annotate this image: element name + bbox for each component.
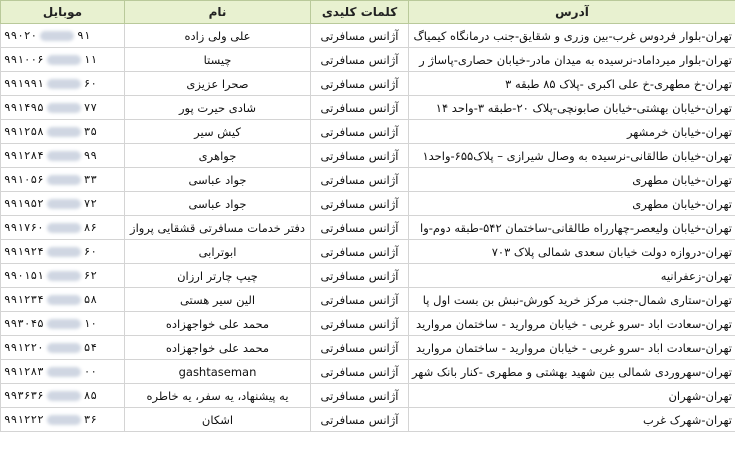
mobile-cell [1,192,125,216]
redaction-blur [40,31,74,41]
table-row[interactable] [1,96,735,120]
mobile-end: ۵۸ [83,293,97,306]
name-cell: جواهری [125,144,311,168]
name-cell: الین سیر هستی [125,288,311,312]
address-cell: تهران-خیابان مطهری [409,192,735,216]
mobile-cell [1,336,125,360]
name-cell: gashtaseman [125,360,311,384]
mobile-end: ۷۷ [83,101,97,114]
address-cell: تهران-بلوار میرداماد-نرسیده به میدان مادر-خیابان حصاری-پاساژ ر [409,48,735,72]
mobile-start: ۹۹۱۷۶۰ [4,221,44,234]
mobile-end: ۳۵ [83,125,97,138]
mobile-start: ۹۹۱۹۲۴ [4,245,44,258]
table-row[interactable] [1,288,735,312]
mobile-cell [1,24,125,48]
mobile-start: ۹۹۱۴۹۵ [4,101,44,114]
redaction-blur [47,175,81,185]
table-row[interactable] [1,240,735,264]
redaction-blur [47,271,81,281]
mobile-end: ۹۹ [83,149,97,162]
keywords-cell: آژانس مسافرتی [311,264,409,288]
name-cell: یه پیشنهاد، یه سفر، یه خاطره [125,384,311,408]
header-name[interactable]: نام [125,1,311,24]
mobile-end: ۳۳ [83,173,97,186]
redaction-blur [47,415,81,425]
table-row[interactable] [1,192,735,216]
mobile-start: ۹۹۰۲۰ [4,29,38,42]
mobile-end: ۵۴ [83,341,97,354]
keywords-cell: آژانس مسافرتی [311,144,409,168]
mobile-start: ۹۹۱۹۵۲ [4,197,44,210]
header-address[interactable]: آدرس [409,1,735,24]
keywords-cell: آژانس مسافرتی [311,360,409,384]
address-cell: تهران-ستاری شمال-جنب مرکز خرید کورش-نبش بن بست اول پا [409,288,735,312]
table-row[interactable] [1,264,735,288]
keywords-cell: آژانس مسافرتی [311,192,409,216]
mobile-cell [1,216,125,240]
mobile-end: ۷۲ [83,197,97,210]
table-row[interactable] [1,168,735,192]
name-cell: محمد علی خواجهزاده [125,312,311,336]
mobile-end: ۰۰ [83,365,97,378]
table-row[interactable] [1,312,735,336]
redaction-blur [47,319,81,329]
mobile-start: ۹۹۱۲۲۲ [4,413,44,426]
address-cell: تهران-خیابان مطهری [409,168,735,192]
name-cell: ابوترابی [125,240,311,264]
table-row[interactable] [1,24,735,48]
table-row[interactable] [1,72,735,96]
mobile-end: ۶۰ [83,245,97,258]
mobile-cell [1,264,125,288]
address-cell: تهران-خیابان ولیعصر-چهارراه طالقانی-ساختمان ۵۴۲-طبقه دوم-وا [409,216,735,240]
mobile-start: ۹۹۱۰۵۶ [4,173,44,186]
mobile-end: ۳۶ [83,413,97,426]
mobile-start: ۹۹۳۶۳۶ [4,389,44,402]
mobile-start: ۹۹۱۲۸۴ [4,149,44,162]
address-cell: تهران-شهران [409,384,735,408]
mobile-end: ۱۰ [83,317,97,330]
keywords-cell: آژانس مسافرتی [311,24,409,48]
redaction-blur [47,343,81,353]
mobile-cell [1,312,125,336]
mobile-start: ۹۹۱۲۸۳ [4,365,44,378]
name-cell: صحرا عزیزی [125,72,311,96]
table-row[interactable] [1,216,735,240]
keywords-cell: آژانس مسافرتی [311,168,409,192]
name-cell: چیستا [125,48,311,72]
mobile-end: ۶۰ [83,77,97,90]
mobile-start: ۹۹۱۰۰۶ [4,53,44,66]
mobile-start: ۹۹۱۲۲۰ [4,341,44,354]
name-cell: جواد عباسی [125,192,311,216]
mobile-end: ۸۶ [83,221,97,234]
table-row[interactable] [1,48,735,72]
header-keywords[interactable]: کلمات کلیدی [311,1,409,24]
redaction-blur [47,367,81,377]
table-row[interactable] [1,360,735,384]
mobile-end: ۶۲ [83,269,97,282]
mobile-end: ۹۱ [77,29,91,42]
mobile-cell [1,144,125,168]
redaction-blur [47,391,81,401]
redaction-blur [47,247,81,257]
mobile-start: ۹۹۱۲۳۴ [4,293,44,306]
mobile-cell [1,120,125,144]
table-row[interactable] [1,144,735,168]
keywords-cell: آژانس مسافرتی [311,408,409,432]
keywords-cell: آژانس مسافرتی [311,120,409,144]
keywords-cell: آژانس مسافرتی [311,96,409,120]
header-row [1,1,735,24]
redaction-blur [47,103,81,113]
redaction-blur [47,199,81,209]
mobile-cell [1,408,125,432]
address-cell: تهران-شهرک غرب [409,408,735,432]
keywords-cell: آژانس مسافرتی [311,384,409,408]
name-cell: جواد عباسی [125,168,311,192]
name-cell: شادی حیرت پور [125,96,311,120]
name-cell: کیش سیر [125,120,311,144]
redaction-blur [47,127,81,137]
redaction-blur [47,223,81,233]
address-cell: تهران-سعادت اباد -سرو غربی - خیابان مروارید - ساختمان مروارید [409,336,735,360]
keywords-cell: آژانس مسافرتی [311,48,409,72]
mobile-cell [1,360,125,384]
table-row[interactable] [1,120,735,144]
mobile-start: ۹۹۳۰۴۵ [4,317,44,330]
mobile-cell [1,288,125,312]
header-mobile[interactable]: موبایل [1,1,125,24]
name-cell: چیپ چارتر ارزان [125,264,311,288]
table-row[interactable] [1,408,735,432]
address-cell: تهران-زعفرانیه [409,264,735,288]
mobile-start: ۹۹۱۲۵۸ [4,125,44,138]
mobile-start: ۹۹۱۹۹۱ [4,77,44,90]
address-cell: تهران-خ مطهری-خ علی اکبری -پلاک ۸۵ طبقه ۳ [409,72,735,96]
redaction-blur [47,79,81,89]
address-cell: تهران-سعادت اباد -سرو غربی - خیابان مروارید - ساختمان مروارید [409,312,735,336]
mobile-cell [1,384,125,408]
keywords-cell: آژانس مسافرتی [311,336,409,360]
redaction-blur [47,55,81,65]
table-row[interactable] [1,384,735,408]
address-cell: تهران-خیابان خرمشهر [409,120,735,144]
redaction-blur [47,295,81,305]
keywords-cell: آژانس مسافرتی [311,216,409,240]
address-cell: تهران-خیابان بهشتی-خیابان صابونچی-پلاک ۲۰-طبقه ۳-واحد ۱۴ [409,96,735,120]
mobile-cell [1,72,125,96]
mobile-end: ۸۵ [83,389,97,402]
keywords-cell: آژانس مسافرتی [311,312,409,336]
name-cell: دفتر خدمات مسافرتی قشقایی پرواز [125,216,311,240]
name-cell: محمد علی خواجهزاده [125,336,311,360]
table-body [1,24,735,432]
address-cell: تهران-بلوار فردوس غرب-بین وزری و شقایق-جنب درمانگاه کیمیاگ [409,24,735,48]
mobile-cell [1,168,125,192]
keywords-cell: آژانس مسافرتی [311,72,409,96]
name-cell: اشکان [125,408,311,432]
address-cell: تهران-دروازه دولت خیابان سعدی شمالی پلاک ۷۰۳ [409,240,735,264]
mobile-cell [1,240,125,264]
name-cell: علی ولی زاده [125,24,311,48]
redaction-blur [47,151,81,161]
mobile-start: ۹۹۰۱۵۱ [4,269,44,282]
mobile-cell [1,48,125,72]
keywords-cell: آژانس مسافرتی [311,288,409,312]
mobile-cell [1,96,125,120]
keywords-cell: آژانس مسافرتی [311,240,409,264]
mobile-end: ۱۱ [83,53,97,66]
address-cell: تهران-خیابان طالقانی-نرسیده به وصال شیرازی – پلاک۶۵۵-واحد۱ [409,144,735,168]
address-cell: تهران-سهروردی شمالی بین شهید بهشتی و مطهری -کنار بانک شهر [409,360,735,384]
table-row[interactable] [1,336,735,360]
